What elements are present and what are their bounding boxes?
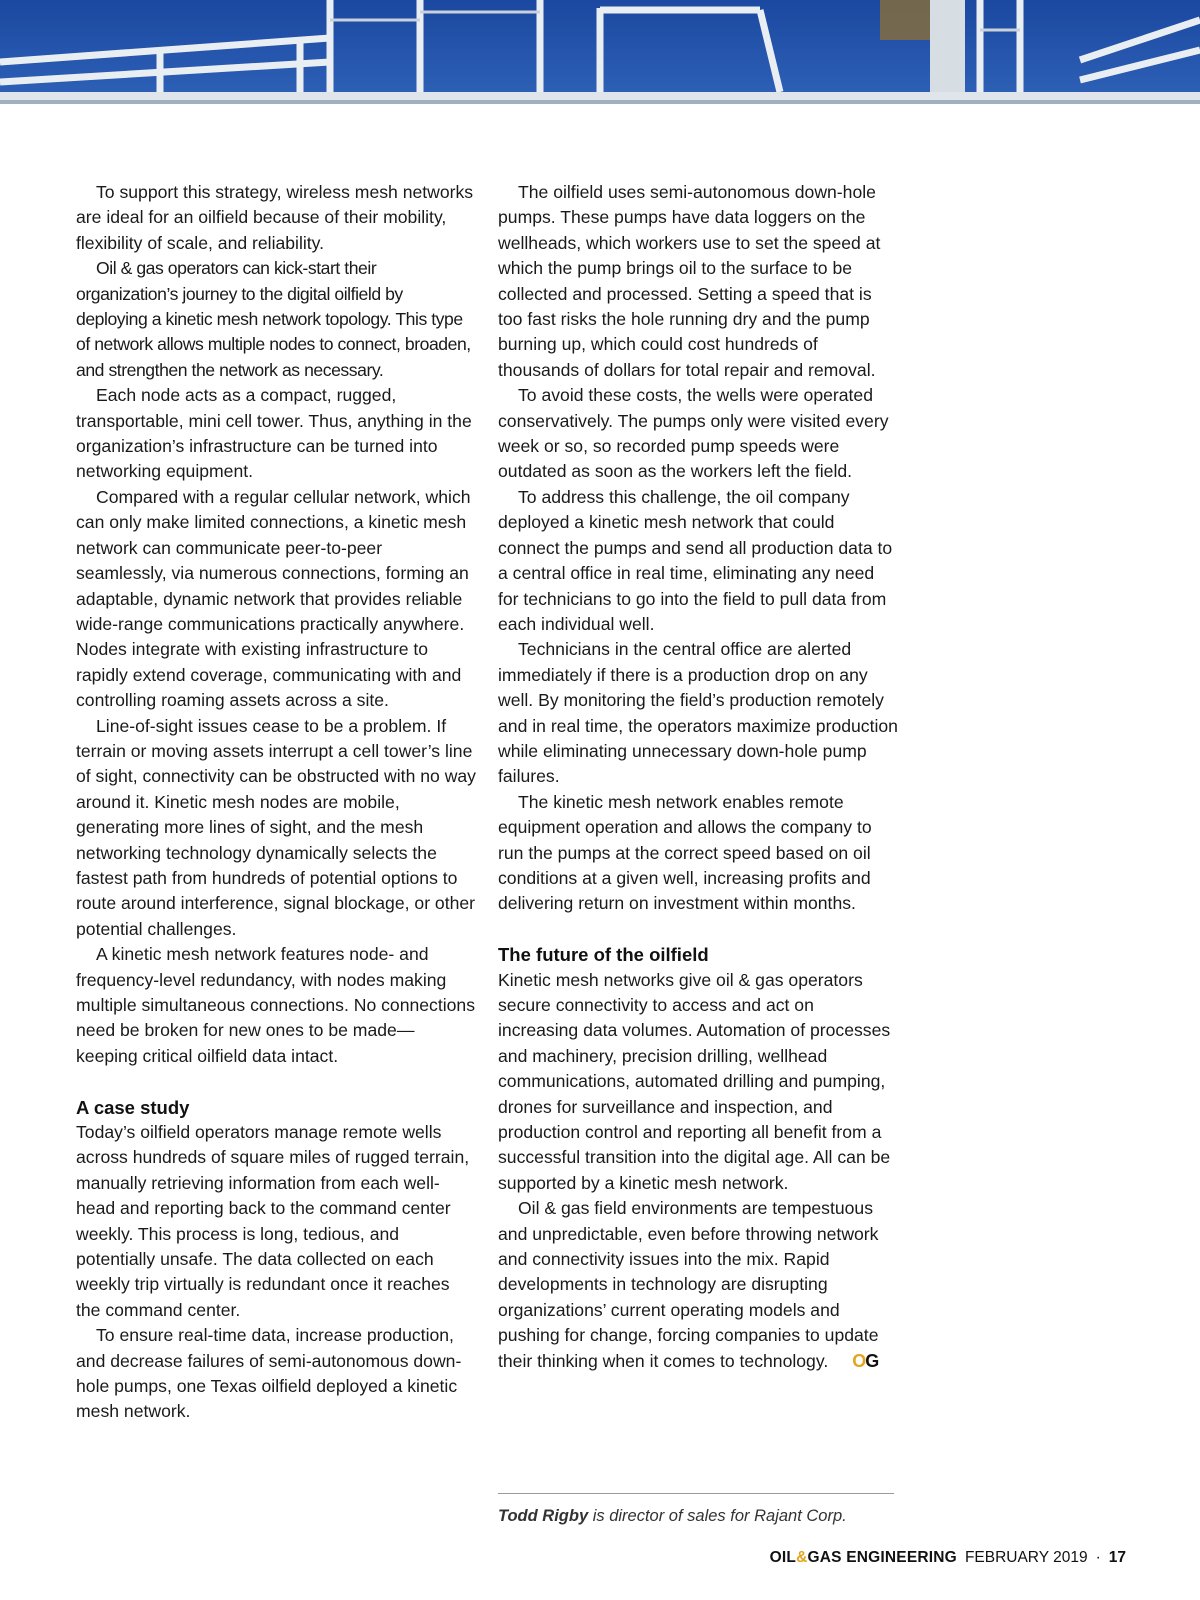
paragraph: Line-of-sight issues cease to be a problem. If terrain or moving assets interrupt a cell tower’s line of sight, connectivity can be obstructed with no way around it. Kinetic mesh nodes are mobile, generating more lines of sight, and the mesh networking technology dynamically selects the fastest path from hundreds of potential options to route around interference, signal blockage, or other potential challenges. — [76, 715, 476, 939]
paragraph: Each node acts as a compact, rugged, transportable, mini cell tower. Thus, anything in the organization’s infrastructure can be turned into networking equipment. — [76, 385, 472, 482]
paragraph: To ensure real-time data, increase production, and decrease failures of semi-autonomous down-hole pumps, one Texas oilfield deployed a kinetic mesh network. — [76, 1325, 462, 1422]
paragraph: To avoid these costs, the wells were operated conservatively. The pumps only were visited every week or so, so recorded pump speeds were outdated as soon as the workers left the field. — [498, 385, 889, 482]
paragraph: A kinetic mesh network features node- and frequency-level redundancy, with nodes making multiple simultaneous connections. No connections need be broken for new ones to be made—keeping critical oilfield data intact. — [76, 944, 476, 1066]
section-heading-future: The future of the oilfield — [498, 944, 709, 966]
paragraph-text: Oil & gas field environments are tempestuous and unpredictable, even before throwing network and connectivity issues into the mix. Rapid developments in technology are disrupting organizations’ current operating models and pushing for change, forcing companies to update their thinking when it comes to technology. — [498, 1198, 879, 1371]
og-end-mark-icon: OG — [852, 1350, 879, 1371]
publication-name: OIL&GAS ENGINEERING — [769, 1549, 957, 1566]
page-footer — [770, 1548, 1126, 1568]
author-role: is director of sales for Rajant Corp. — [588, 1507, 847, 1525]
author-name: Todd Rigby — [498, 1507, 589, 1525]
left-column — [76, 180, 476, 1425]
footer-separator: · — [1095, 1549, 1101, 1566]
header-photo — [0, 0, 1200, 104]
paragraph — [498, 1196, 898, 1374]
paragraph: To support this strategy, wireless mesh networks are ideal for an oilfield because of their mobility, flexibility of scale, and reliability. — [76, 182, 474, 253]
paragraph: Technicians in the central office are alerted immediately if there is a production drop on any well. By monitoring the field’s production remotely and in real time, the operators maximize production while eliminating unnecessary down-hole pump failures. — [498, 639, 898, 787]
issue-date: FEBRUARY 2019 — [964, 1549, 1088, 1566]
paragraph: Compared with a regular cellular network, which can only make limited connections, a kinetic mesh network can communicate peer-to-peer seamlessly, via numerous connections, forming an adaptable, dynamic network that provides reliable wide-range communications practically anywhere. Nodes integrate with existing infrastructure to rapidly extend coverage, communicating with and controlling roaming assets across a site. — [76, 486, 471, 711]
oil-rig-photo-icon — [0, 0, 1200, 104]
page-number: 17 — [1108, 1549, 1126, 1566]
right-column — [498, 180, 898, 1374]
paragraph: Kinetic mesh networks give oil & gas operators secure connectivity to access and act on increasing data volumes. Automation of processes and machinery, precision drilling, wellhead communications, automated drilling and pumping, drones for surveillance and inspection, and production control and reporting all benefit from a successful transition into the digital age. All can be supported by a kinetic mesh network. — [498, 969, 891, 1193]
paragraph: Oil & gas operators can kick-start their organization’s journey to the digital oilfield by deploying a kinetic mesh network topology. This type of network allows multiple nodes to connect, broaden, and strengthen the network as necessary. — [76, 258, 471, 380]
paragraph: To address this challenge, the oil company deployed a kinetic mesh network that could connect the pumps and send all production data to a central office in real time, eliminating any need for technicians to go into the field to pull data from each individual well. — [498, 486, 893, 634]
paragraph: Today’s oilfield operators manage remote wells across hundreds of square miles of rugged terrain, manually retrieving information from each well-head and reporting back to the command center weekly. This process is long, tedious, and potentially unsafe. The data collected on each weekly trip virtually is redundant once it reaches the command center. — [76, 1122, 470, 1320]
author-byline — [498, 1505, 918, 1527]
byline-divider — [498, 1493, 894, 1494]
paragraph: The kinetic mesh network enables remote equipment operation and allows the company to run the pumps at the correct speed based on oil conditions at a given well, increasing profits and delivering return on investment within months. — [498, 791, 872, 914]
section-heading-case-study: A case study — [76, 1096, 190, 1118]
paragraph: The oilfield uses semi-autonomous down-hole pumps. These pumps have data loggers on the wellheads, which workers use to set the speed at which the pump brings oil to the surface to be collected and processed. Setting a speed that is too fast risks the hole running dry and the pump burning up, which could cost hundreds of thousands of dollars for total repair and removal. — [498, 182, 881, 380]
